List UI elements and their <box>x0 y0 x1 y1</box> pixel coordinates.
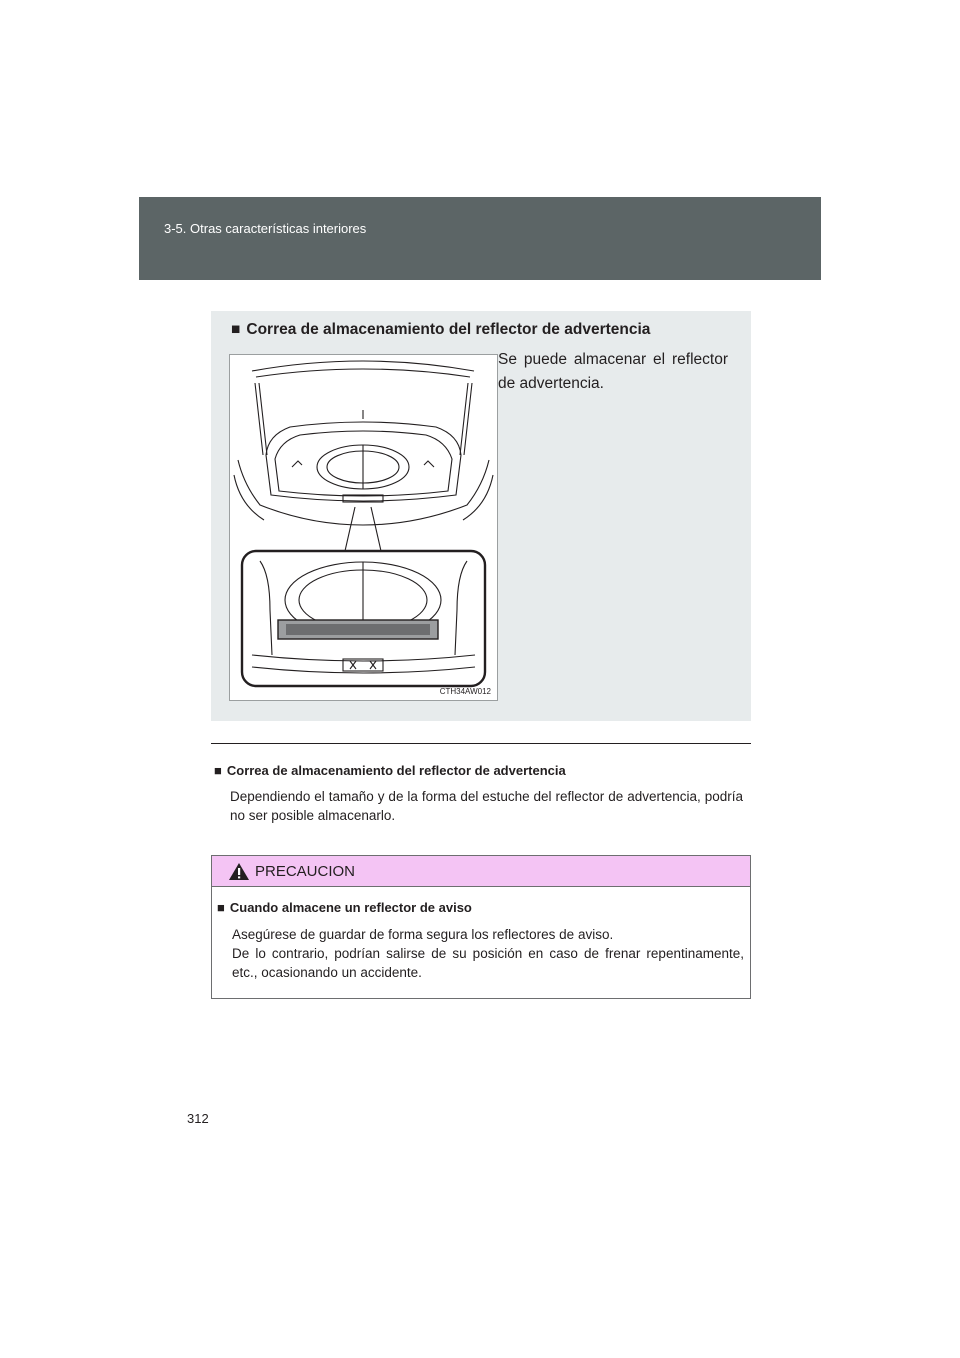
caution-line: Asegúrese de guardar de forma segura los reflectores de aviso. <box>232 927 614 942</box>
caution-subheading-text: Cuando almacene un reflector de aviso <box>229 900 472 915</box>
caution-header <box>212 856 750 887</box>
warning-triangle-icon <box>228 862 250 881</box>
note-heading-text: Correa de almacenamiento del reflector de advertencia <box>226 763 566 778</box>
caution-line: De lo contrario, podrían salirse de su posición en caso de frenar repentinamente, etc., ocasionando un accidente. <box>232 946 744 980</box>
section-heading <box>231 321 650 339</box>
note-body: Dependiendo el tamaño y de la forma del estuche del reflector de advertencia, podría no ser posible almacenarlo. <box>230 789 743 823</box>
note-heading <box>214 763 566 778</box>
caution-subheading <box>217 900 472 915</box>
caution-bullet: ■ <box>217 900 225 915</box>
trunk-drawing <box>230 355 497 700</box>
figure-code: CTH34AW012 <box>439 687 491 696</box>
chapter-section-title: 3-5. Otras características interiores <box>164 221 367 236</box>
section-description: Se puede almacenar el reflector de advertencia. <box>498 351 728 392</box>
chapter-header-bar <box>139 197 821 280</box>
trunk-illustration <box>229 354 498 701</box>
page-number: 312 <box>187 1111 209 1126</box>
caution-box <box>211 855 751 999</box>
caution-title: PRECAUCION <box>255 863 356 880</box>
divider-rule <box>211 743 751 744</box>
section-heading-text: Correa de almacenamiento del reflector de advertencia <box>246 321 651 338</box>
note-bullet: ■ <box>214 763 222 778</box>
feature-section <box>211 311 751 721</box>
caution-body <box>232 925 744 982</box>
section-bullet: ■ <box>231 321 241 338</box>
